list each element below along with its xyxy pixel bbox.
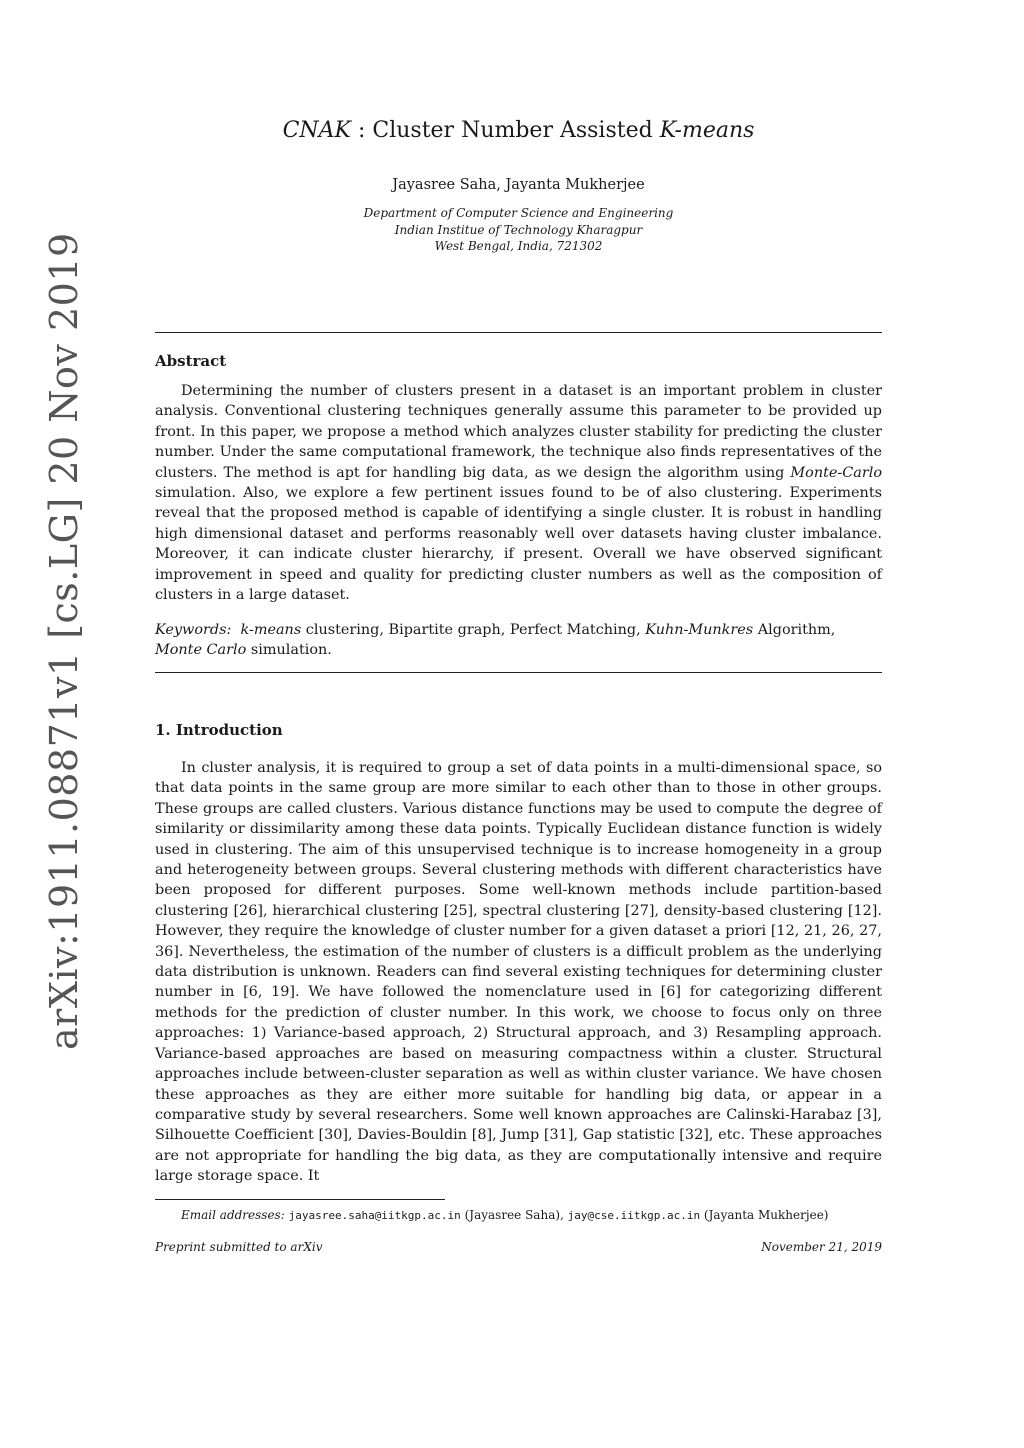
email-jayasree[interactable]: jayasree.saha@iitkgp.ac.in (288, 1209, 461, 1222)
footnote-name-2: (Jayanta Mukherjee) (700, 1208, 829, 1222)
preprint-date: November 21, 2019 (761, 1240, 882, 1254)
abstract-italic-term: Monte-Carlo (790, 464, 882, 481)
abstract-text-1: Determining the number of clusters present in a dataset is an important problem in cluster analysis. Conventional clustering techniques generally assume this parameter to be provided up front. In this paper, we propose a method which analyzes cluster stability for predicting the cluster number. Under the same computational framework, the technique also finds representatives of the clusters. The method is apt for handling big data, as we design the algorithm using (155, 383, 882, 481)
introduction-text: In cluster analysis, it is required to group a set of data points in a multi-dimensional space, so that data points in the same group are more similar to each other than to those in other groups. These groups are called clusters. Various distance functions may be used to compute the degree of similarity or dissimilarity among these data points. Typically Euclidean distance function is widely used in clustering. The aim of this unsupervised technique is to increase homogeneity in a group and heterogeneity between groups. Several clustering methods with different characteristics have been proposed for different purposes. Some well-known methods include partition-based clustering [26], hierarchical clustering [25], spectral clustering [27], density-based clustering [12]. However, they require the knowledge of cluster number for a given dataset a priori [12, 21, 26, 27, 36]. Nevertheless, the estimation of the number of clusters is a difficult problem as the underlying data distribution is unknown. Readers can find several existing techniques for determining cluster number in [6, 19]. We have followed the nomenclature used in [6] for categorizing different methods for the prediction of cluster number. In this work, we choose to focus only on three approaches: 1) Variance-based approach, 2) Structural approach, and 3) Resampling approach. Variance-based approaches are based on measuring compactness within a cluster. Structural approaches include between-cluster separation as well as within cluster variance. We have chosen these approaches as they are either more suitable for handling big data, or appear in a comparative study by several researchers. Some well known approaches are Calinski-Harabaz [3], Silhouette Coefficient [30], Davies-Bouldin [8], Jump [31], Gap statistic [32], etc. These approaches are not appropriate for handling the big data, as they are computationally intensive and require large storage space. It (155, 760, 882, 1185)
email-jayanta[interactable]: jay@cse.iitkgp.ac.in (567, 1209, 701, 1222)
keyword-kmeans: k-means (240, 622, 302, 638)
title-kmeans: K-means (659, 118, 755, 143)
affiliation-line-3: West Bengal, India, 721302 (434, 239, 603, 253)
abstract-heading: Abstract (155, 352, 227, 370)
keyword-kuhn-munkres: Kuhn-Munkres (645, 622, 754, 638)
footnote-label: Email addresses: (181, 1208, 285, 1222)
footnote-emails (155, 1208, 882, 1222)
footnote-name-1: (Jayasree Saha), (460, 1208, 568, 1222)
footnote-rule (155, 1199, 445, 1200)
preprint-note: Preprint submitted to arXiv (155, 1240, 323, 1254)
abstract-bottom-rule (155, 672, 882, 673)
keywords-label: Keywords: (155, 622, 232, 638)
affiliation-line-1: Department of Computer Science and Engineering (363, 206, 674, 220)
abstract-top-rule (155, 332, 882, 333)
affiliation-line-2: Indian Institue of Technology Kharagpur (394, 222, 643, 237)
keywords-text-3: simulation. (246, 642, 332, 659)
keywords (155, 620, 882, 661)
arxiv-side-identifier: arXiv:1911.08871v1 [cs.LG] 20 Nov 2019 (42, 232, 86, 1050)
keyword-monte-carlo: Monte Carlo (155, 642, 247, 659)
abstract-text (155, 381, 882, 605)
title-main: : Cluster Number Assisted (350, 118, 660, 143)
keywords-text-1: clustering, Bipartite graph, Perfect Matching, (301, 622, 646, 638)
paper-title (155, 118, 882, 143)
affiliation (155, 205, 882, 255)
title-acronym: CNAK (282, 118, 351, 143)
abstract-text-2: simulation. Also, we explore a few pertinent issues found to be of also clustering. Experiments reveal that the proposed method is capable of identifying a single cluster. It is robust in handling high dimensional dataset and performs reasonably well over datasets having cluster imbalance. Moreover, it can indicate cluster hierarchy, if present. Overall we have observed significant improvement in speed and quality for predicting cluster numbers as well as the composition of clusters in a large dataset. (155, 485, 882, 604)
authors: Jayasree Saha, Jayanta Mukherjee (392, 177, 645, 193)
introduction-heading: 1. Introduction (155, 721, 283, 739)
keywords-text-2: Algorithm, (753, 622, 836, 638)
